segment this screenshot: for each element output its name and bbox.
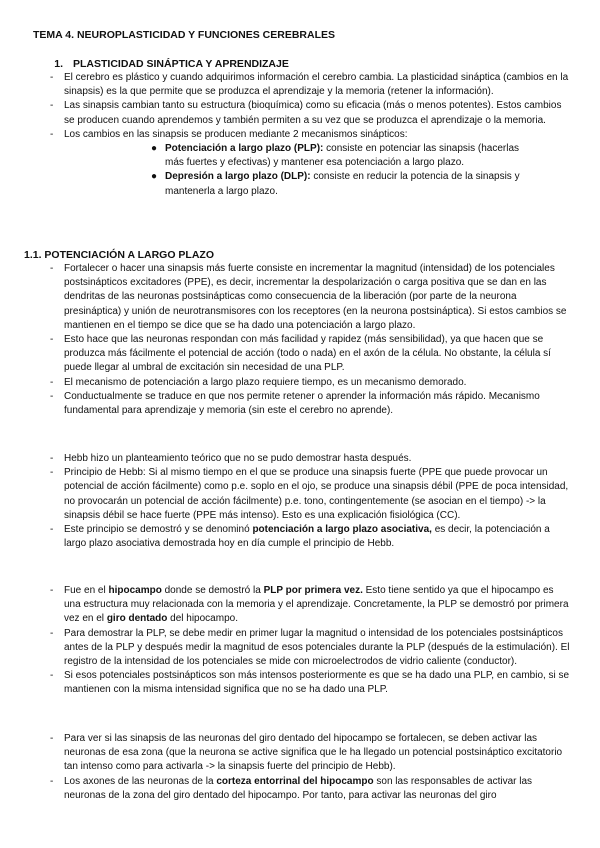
list-item: - Esto hace que las neuronas respondan con más facilidad y rapidez (más sensibilidad), ya que hacen que se produzca más fácilmente el potencial de acción (todo o nada) en el axón de la célula. No obstante, la célula sí puede llegar al umbral de excitación sin necesidad de una PLP. <box>50 334 551 374</box>
list-item: - Este principio se demostró y se denominó potenciación a largo plazo asociativa, es decir, la potenciación a largo plazo asociativa demostrada hoy en día cumple el principio de Hebb. <box>50 524 550 550</box>
list-item: - El mecanismo de potenciación a largo plazo requiere tiempo, es un mecanismo demorado. <box>50 376 467 388</box>
section-heading-1 <box>33 57 289 71</box>
section11-group1 <box>0 262 600 418</box>
sub-list-item: ● Depresión a largo plazo (DLP): consiste en reducir la potencia de la sinapsis y mantenerla a largo plazo. <box>151 171 520 197</box>
sub-list-item: ● Potenciación a largo plazo (PLP): consiste en potenciar las sinapsis (hacerlas más fuertes y efectivas) y mantener esa potenciación a largo plazo. <box>151 143 520 169</box>
list-item: - Hebb hizo un planteamiento teórico que no se pudo demostrar hasta después. <box>50 453 412 464</box>
section1-list <box>0 71 600 199</box>
list-item: - Fortalecer o hacer una sinapsis más fuerte consiste en incrementar la magnitud (intensidad) de los potenciales postsinápticos excitadores (PPE), es decir, incrementar la despolarización o carga positiva que se dan en las dendritas de las neuronas postsinápticas como consecuencia de la liberación (por parte de la neurona presináptica) y unión de neurotransmisores con los receptores (en la neurona postsináptica). Si estos cambios se mantienen en el tiempo se dice que se ha dado una potenciación a largo plazo. <box>50 263 567 331</box>
list-item: - El cerebro es plástico y cuando adquirimos información el cerebro cambia. La plasticidad sináptica (cambios en la sinapsis) es la que permite que se produzca el aprendizaje y la memoria (retener la información). <box>50 72 569 98</box>
list-item: - Los axones de las neuronas de la corteza entorrinal del hipocampo son las responsables de activar las neuronas de la zona del giro dentado del hipocampo. Por tanto, para activar las neuronas del giro <box>50 775 533 801</box>
list-item: - Las sinapsis cambian tanto su estructura (bioquímica) como su eficacia (más o menos potentes). Estos cambios se producen cuando aprendemos y también permiten a su vez que se produzca el aprendizaje o la memoria. <box>50 100 562 126</box>
section-number: 1. <box>54 58 63 70</box>
section-heading-1-1: 1.1. POTENCIACIÓN A LARGO PLAZO <box>24 249 214 261</box>
sub-list <box>64 142 570 199</box>
list-item: - Fue en el hipocampo donde se demostró la PLP por primera vez. Esto tiene sentido ya que el hipocampo es una estructura muy relacionada con la memoria y el aprendizaje. Concretamente, la PLP se demostró por primera vez en el giro dentado del hipocampo. <box>50 585 569 625</box>
list-item: - Si esos potenciales postsinápticos son más intensos posteriormente es que se ha dado una PLP, en cambio, si se mantienen con la misma intensidad significa que no se ha dado una PLP. <box>50 670 570 696</box>
list-item: - Para demostrar la PLP, se debe medir en primer lugar la magnitud o intensidad de los potenciales postsinápticos antes de la PLP y después medir la magnitud de esos potenciales durante la PLP (después de la estimulación). El registro de la intensidad de los potenciales se mide con microelectrodos de vidrio caliente (conductor). <box>50 627 570 668</box>
section11-group2 <box>0 452 600 551</box>
section11-group3 <box>0 584 600 698</box>
section-title: PLASTICIDAD SINÁPTICA Y APRENDIZAJE <box>73 58 289 70</box>
section11-group4 <box>0 732 600 803</box>
list-item: - Principio de Hebb: Si al mismo tiempo en el que se produce una sinapsis fuerte (PPE que puede provocar un potencial de acción fácilmente) como p.e. soplo en el ojo, se produce una sinapsis débil (PPE de poca intensidad, no provocarán un potencial de acción fácilmente) p.e. tono, contingentemente (se asocian en el tiempo) -> la sinapsis débil se hace fuerte (PPE más intenso). Esto es una explicación fisiológica (CC). <box>50 467 569 521</box>
list-item: - Para ver si las sinapsis de las neuronas del giro dentado del hipocampo se fortalecen, se deben activar las neuronas de esa zona (que la neurona se active significa que le ha llegado un potencial postsináptico excitatorio tan intenso como para activarla -> la sinapsis fuerte del principio de Hebb). <box>50 733 563 773</box>
list-item: - Conductualmente se traduce en que nos permite retener o aprender la información más rápido. Mecanismo fundamental para aprendizaje y memoria (sin este el cerebro no aprende). <box>50 390 540 417</box>
list-item: - Los cambios en las sinapsis se producen mediante 2 mecanismos sinápticos: ● Potenciación a largo plazo (PLP): consiste en potenciar las sinapsis (hacerlas más fuertes y efectivas) y mantener esa potenciación a largo plazo. ● Depresión a largo plazo (DLP): consiste en reducir la potencia de la sinapsis y mantenerla a largo plazo. <box>0 128 600 199</box>
document-title: TEMA 4. NEUROPLASTICIDAD Y FUNCIONES CEREBRALES <box>33 29 336 41</box>
